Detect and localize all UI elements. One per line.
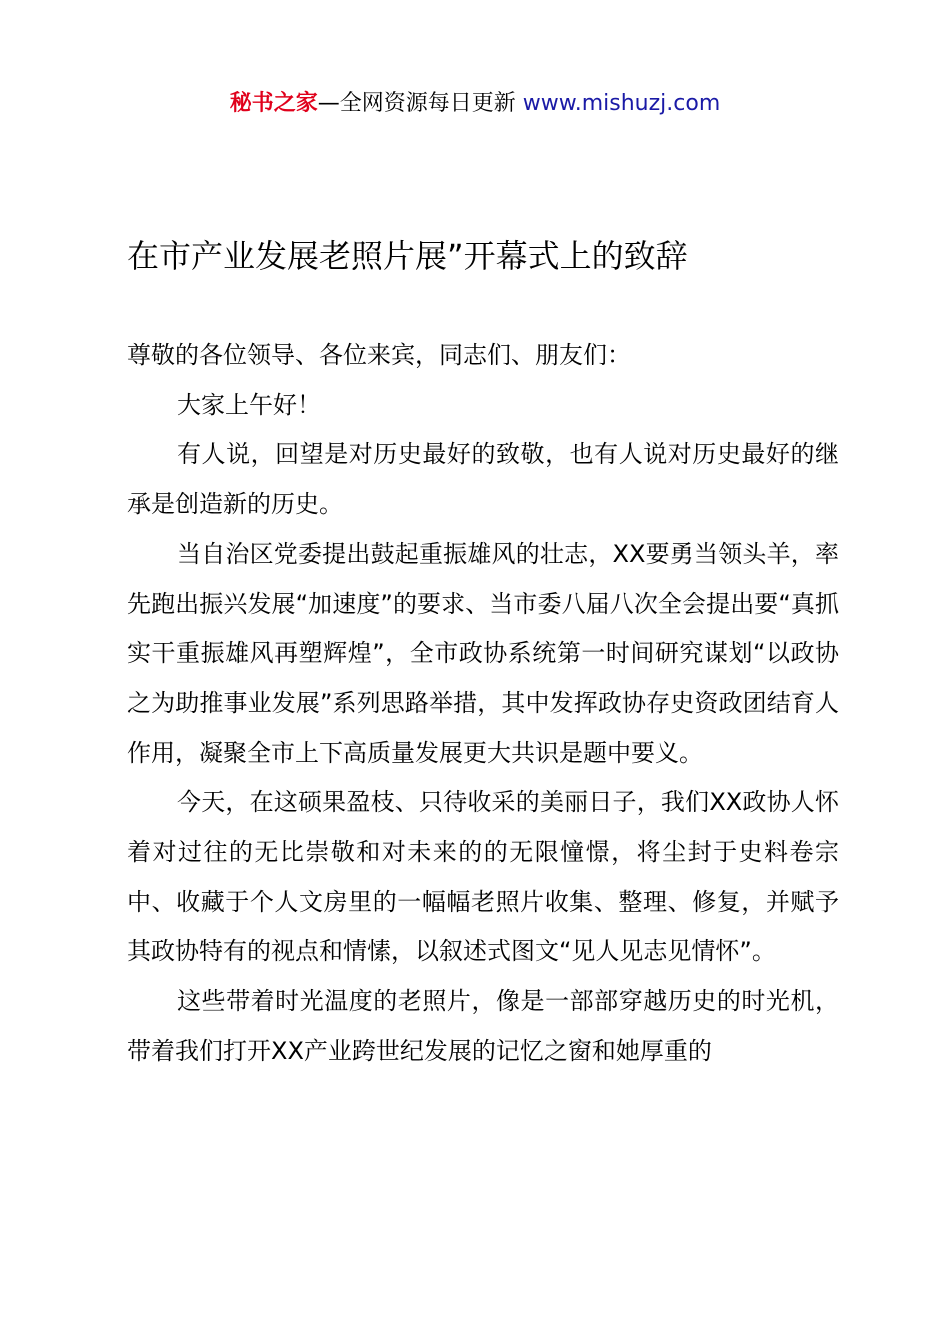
header-tagline: —全网资源每日更新: [317, 91, 523, 116]
document-body: [127, 331, 839, 1077]
paragraph-1: 有人说，回望是对历史最好的致敬，也有人说对历史最好的继承是创造新的历史。: [127, 440, 839, 519]
paragraph-4: 这些带着时光温度的老照片，像是一部部穿越历史的时光机，带着我们打开XX产业跨世纪发展的记忆之窗和她厚重的: [127, 987, 839, 1065]
paragraph-greeting: 大家上午好！: [177, 390, 321, 419]
site-header: [0, 88, 950, 120]
document-title: 在市产业发展老照片展”开幕式上的致辞: [127, 237, 688, 275]
paragraph-2: 当自治区党委提出鼓起重振雄风的壮志，XX要勇当领头羊，率先跑出振兴发展“加速度”的要求、当市委八届八次全会提出要“真抓实干重振雄风再塑辉煌”，全市政协系统第一时间研究谋划“以政协之为助推事业发展”系列思路举措，其中发挥政协存史资政团结育人作用，凝聚全市上下高质量发展更大共识是题中要义。: [127, 539, 839, 767]
paragraph-3: 今天，在这硕果盈枝、只待收采的美丽日子，我们XX政协人怀着对过往的无比崇敬和对未来的的无限憧憬，将尘封于史料卷宗中、收藏于个人文房里的一幅幅老照片收集、整理、修复，并赋予其政协特有的视点和情愫，以叙述式图文“见人见志见情怀”。: [127, 788, 839, 966]
brand-name: 秘书之家: [229, 91, 318, 116]
site-url-link[interactable]: www.mishuzj.com: [522, 91, 721, 116]
salutation: 尊敬的各位领导、各位来宾，同志们、朋友们：: [127, 341, 631, 369]
